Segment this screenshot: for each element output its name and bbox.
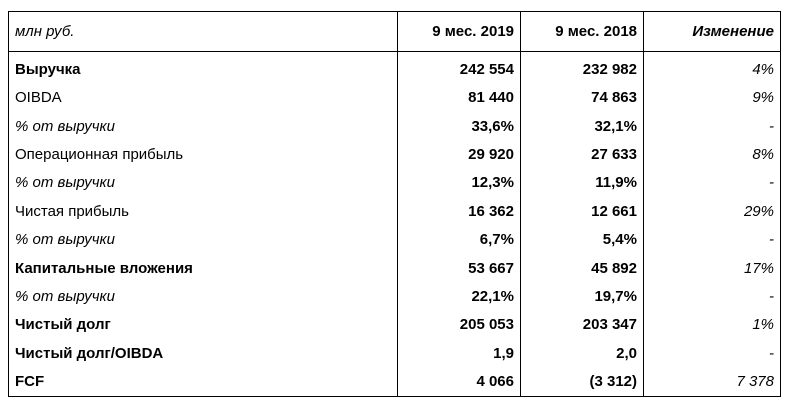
row-change: - [644, 112, 781, 140]
row-value-2018: 27 633 [521, 140, 644, 168]
row-label: FCF [15, 373, 45, 391]
row-value-2019: 53 667 [398, 254, 521, 282]
row-change: - [644, 339, 781, 367]
row-value-2019: 4 066 [398, 368, 521, 396]
row-label: Чистый долг/OIBDA [15, 344, 164, 362]
row-change: 7 378 [644, 368, 781, 396]
row-label: Капитальные вложения [15, 259, 193, 277]
row-value-2018: 32,1% [521, 112, 644, 140]
row-value-2018: 5,4% [521, 225, 644, 253]
row-value-2018: (3 312) [521, 368, 644, 396]
table-body [9, 52, 780, 397]
row-value-2019: 12,3% [398, 169, 521, 197]
row-label: % от выручки [15, 117, 115, 135]
table-row [9, 225, 780, 253]
row-value-2019: 81 440 [398, 83, 521, 111]
table-row [9, 140, 780, 168]
row-label: Выручка [15, 60, 81, 78]
table-row [9, 254, 780, 282]
row-change: - [644, 169, 781, 197]
row-label: Чистый долг [15, 316, 111, 334]
table-header-row [9, 12, 780, 52]
table-row [9, 169, 780, 197]
header-9m-2018: 9 мес. 2018 [521, 12, 644, 52]
row-change: 29% [644, 197, 781, 225]
row-value-2019: 242 554 [398, 52, 521, 84]
row-label: % от выручки [15, 231, 115, 249]
table-row [9, 368, 780, 396]
row-value-2019: 29 920 [398, 140, 521, 168]
row-value-2018: 74 863 [521, 83, 644, 111]
row-value-2018: 232 982 [521, 52, 644, 84]
row-value-2018: 19,7% [521, 282, 644, 310]
row-value-2019: 16 362 [398, 197, 521, 225]
row-value-2018: 11,9% [521, 169, 644, 197]
row-change: 17% [644, 254, 781, 282]
row-label: OIBDA [15, 89, 62, 107]
row-change: 8% [644, 140, 781, 168]
row-value-2018: 12 661 [521, 197, 644, 225]
row-value-2019: 33,6% [398, 112, 521, 140]
row-value-2018: 2,0 [521, 339, 644, 367]
table-row [9, 282, 780, 310]
table-row [9, 83, 780, 111]
row-label: % от выручки [15, 174, 115, 192]
financial-results-table [9, 12, 780, 396]
row-label: % от выручки [15, 288, 115, 305]
row-value-2019: 1,9 [398, 339, 521, 367]
row-value-2019: 205 053 [398, 311, 521, 339]
row-change: 4% [644, 52, 781, 84]
table-row [9, 339, 780, 367]
row-change: 1% [644, 311, 781, 339]
row-value-2019: 22,1% [398, 282, 521, 310]
row-label: Чистая прибыль [15, 202, 129, 220]
table-row [9, 311, 780, 339]
table-row [9, 112, 780, 140]
header-unit: млн руб. [9, 12, 398, 52]
row-value-2019: 6,7% [398, 225, 521, 253]
table-row [9, 52, 780, 84]
row-change: 9% [644, 83, 781, 111]
financial-table-container [8, 11, 781, 397]
row-value-2018: 45 892 [521, 254, 644, 282]
header-change: Изменение [644, 12, 781, 52]
header-9m-2019: 9 мес. 2019 [398, 12, 521, 52]
row-change: - [644, 225, 781, 253]
table-row [9, 197, 780, 225]
row-change: - [644, 282, 781, 310]
row-label: Операционная прибыль [15, 145, 184, 163]
row-value-2018: 203 347 [521, 311, 644, 339]
